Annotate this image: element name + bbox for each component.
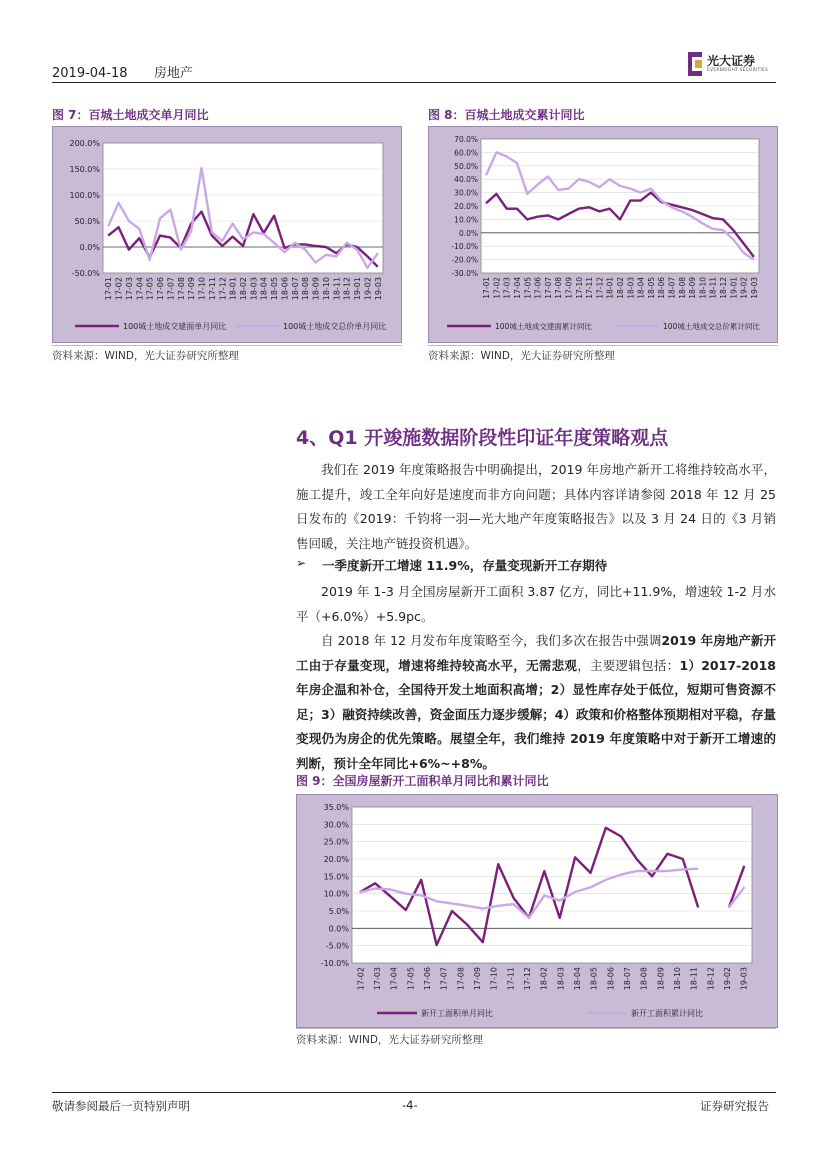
fig9-ytick-label: 0.0% xyxy=(328,924,349,934)
fig8-ytick-label: -30.0% xyxy=(451,269,478,278)
fig8-xtick-label: 19-03 xyxy=(749,277,759,299)
fig8-xtick-label: 17-03 xyxy=(502,277,512,299)
fig9-xtick-label: 17-02 xyxy=(356,967,366,991)
fig7-xtick-label: 18-10 xyxy=(321,277,331,301)
fig7-xtick-label: 17-09 xyxy=(187,277,197,301)
fig7-chart xyxy=(53,127,401,342)
fig7-ytick-label: 100.0% xyxy=(69,191,100,200)
fig7-xtick-label: 18-05 xyxy=(270,277,280,301)
fig8-title: 图 8：百城土地成交累计同比 xyxy=(428,108,585,122)
section-paragraph-2: 2019 年 1-3 月全国房屋新开工面积 3.87 亿方，同比+11.9%，增速较 1-2 月水平（+6.0%）+5.9pc。 xyxy=(296,584,776,624)
fig8-xtick-label: 17-08 xyxy=(554,277,564,299)
fig7-xtick-label: 18-06 xyxy=(280,277,290,301)
fig8-xtick-label: 18-01 xyxy=(605,277,615,299)
para3-text-c: ，主要逻辑包括： xyxy=(577,657,680,673)
fig8-ytick-label: 70.0% xyxy=(454,135,478,144)
fig7-ytick-label: 200.0% xyxy=(69,139,100,148)
fig7-xtick-label: 17-07 xyxy=(166,277,176,301)
para3-bold-d: 1）2017-2018 年房企温和补仓，全国待开发土地面积高增；2）显性库存处于低位，短期可售资源不足；3）融资持续改善，资金面压力逐步缓解；4）政策和价格整体预期相对平稳，存量变现仍为房企的优先策略。展望全年，我们维持 2019 年度策略中对于新开工增速的判断，预计全年同比+6%~+8%。 xyxy=(296,657,776,771)
fig8-xtick-label: 17-12 xyxy=(595,277,605,299)
header-date-sector xyxy=(52,62,193,81)
fig8-xtick-label: 18-12 xyxy=(718,277,728,299)
fig7-xtick-label: 17-06 xyxy=(156,277,166,301)
fig9-ytick-label: 35.0% xyxy=(323,803,349,812)
header-date: 2019-04-18 xyxy=(52,66,128,81)
fig7-xtick-label: 18-07 xyxy=(290,277,300,301)
fig8-xtick-label: 19-02 xyxy=(739,277,749,299)
fig9-xtick-label: 17-09 xyxy=(473,967,482,991)
fig8-xtick-label: 17-01 xyxy=(482,277,492,299)
fig8-source: 资料来源：WIND，光大证券研究所整理 xyxy=(428,350,615,362)
fig8-chart-frame xyxy=(428,126,778,343)
fig8-ytick-label: 60.0% xyxy=(454,148,478,158)
fig8-ytick-label: 50.0% xyxy=(454,161,478,171)
fig9-xtick-label: 18-04 xyxy=(573,967,582,991)
fig8-xtick-label: 17-06 xyxy=(533,277,543,299)
fig9-xtick-label: 17-12 xyxy=(523,967,532,991)
fig9-xtick-label: 17-10 xyxy=(489,967,499,991)
fig7-ytick-label: -50.0% xyxy=(71,269,100,278)
fig8-xtick-label: 18-10 xyxy=(698,277,708,299)
fig7-chart-frame xyxy=(52,126,402,343)
section-paragraph-1: 我们在 2019 年度策略报告中明确提出，2019 年房地产新开工将维持较高水平，施工提升，竣工全年向好是速度而非方向问题；具体内容详请参阅 2018 年 12 月 25 日发布的《2019：千钧将一羽—光大地产年度策略报告》以及 3 月 24 日的《3 月销售回暖，关注地产链投资机遇》。 xyxy=(296,462,776,551)
fig9-xtick-label: 18-08 xyxy=(639,967,649,991)
para3-bold-b: 2019 年房地产新开工由于存量变现，增速将维持较高水平，无需悲观 xyxy=(296,633,776,673)
fig7-xtick-label: 18-02 xyxy=(239,277,248,301)
fig7-ytick-label: 0.0% xyxy=(79,243,100,252)
fig9-legend-label: 新开工面积单月同比 xyxy=(421,1009,493,1018)
fig9-chart-frame xyxy=(296,794,778,1028)
fig8-chart xyxy=(429,127,777,342)
fig9-legend-label: 新开工面积累计同比 xyxy=(631,1009,703,1018)
fig7-xtick-label: 17-01 xyxy=(104,277,114,301)
fig9-ytick-label: 5.0% xyxy=(328,907,349,916)
fig7-source: 资料来源：WIND，光大证券研究所整理 xyxy=(52,350,239,362)
section-paragraph-3 xyxy=(296,629,776,776)
footer-page-number: -4- xyxy=(402,1098,418,1112)
fig8-xtick-label: 18-07 xyxy=(667,277,677,299)
fig9-xtick-label: 18-09 xyxy=(656,967,666,991)
fig9-xtick-label: 19-03 xyxy=(739,967,749,991)
fig9-xtick-label: 18-03 xyxy=(556,967,566,991)
fig9-xtick-label: 17-06 xyxy=(423,967,432,991)
fig9-title: 图 9：全国房屋新开工面积单月同比和累计同比 xyxy=(296,774,549,788)
logo-cn-text: 光大证券 xyxy=(707,54,756,68)
fig8-xtick-label: 17-10 xyxy=(574,277,584,299)
fig9-xtick-label: 18-02 xyxy=(539,967,549,991)
fig9-chart xyxy=(297,795,777,1027)
fig8-xtick-label: 17-11 xyxy=(585,277,595,299)
logo-mark-icon xyxy=(688,52,702,76)
fig9-ytick-label: -5.0% xyxy=(325,941,349,951)
fig7-xtick-label: 17-08 xyxy=(176,277,186,301)
fig8-xtick-label: 18-03 xyxy=(626,277,636,299)
fig9-ytick-label: 25.0% xyxy=(323,837,349,847)
fig7-xtick-label: 18-09 xyxy=(311,277,321,301)
fig8-ytick-label: 10.0% xyxy=(454,215,478,225)
fig9-xtick-label: 18-11 xyxy=(689,967,699,991)
fig9-ytick-label: 15.0% xyxy=(323,872,349,882)
fig8-xtick-label: 17-02 xyxy=(492,277,502,299)
header-divider xyxy=(52,82,776,83)
fig8-xtick-label: 18-08 xyxy=(677,277,687,299)
fig7-xtick-label: 17-04 xyxy=(135,277,145,301)
fig9-xtick-label: 17-05 xyxy=(406,967,416,991)
fig8-xtick-label: 18-06 xyxy=(657,277,667,299)
fig8-ytick-label: 40.0% xyxy=(454,175,478,185)
header-sector: 房地产 xyxy=(153,66,193,81)
fig8-ytick-label: -20.0% xyxy=(451,255,478,265)
fig9-xtick-label: 18-10 xyxy=(673,967,682,991)
fig7-xtick-label: 17-12 xyxy=(218,277,228,301)
fig8-xtick-label: 17-07 xyxy=(543,277,553,299)
fig7-xtick-label: 17-10 xyxy=(197,277,207,301)
fig8-xtick-label: 19-01 xyxy=(729,277,739,299)
fig9-ytick-label: 30.0% xyxy=(323,820,349,830)
fig8-legend-label: 100城土地成交总价累计同比 xyxy=(663,322,760,331)
fig9-xtick-label: 17-04 xyxy=(389,967,399,991)
footer-divider xyxy=(52,1092,776,1093)
fig8-xtick-label: 18-09 xyxy=(688,277,698,299)
fig8-ytick-label: 0.0% xyxy=(458,228,478,238)
para3-text-a: 自 2018 年 12 月发布年度策略至今，我们多次在报告中强调 xyxy=(321,633,662,648)
company-logo xyxy=(688,52,780,78)
fig7-xtick-label: 17-05 xyxy=(145,277,155,301)
fig9-xtick-label: 18-05 xyxy=(589,967,599,991)
fig7-xtick-label: 18-12 xyxy=(342,277,352,301)
fig9-ytick-label: 20.0% xyxy=(323,855,349,864)
fig7-xtick-label: 19-01 xyxy=(353,277,363,301)
fig9-ytick-label: -10.0% xyxy=(320,959,349,968)
fig7-ytick-label: 150.0% xyxy=(69,165,100,174)
fig7-xtick-label: 19-03 xyxy=(373,277,383,301)
section-title: 4、Q1 开竣施数据阶段性印证年度策略观点 xyxy=(296,427,669,449)
fig9-xtick-label: 18-12 xyxy=(706,967,716,991)
fig8-ytick-label: -10.0% xyxy=(451,242,478,252)
logo-en-text: EVERBRIGHT SECURITIES xyxy=(707,68,769,73)
fig9-xtick-label: 17-11 xyxy=(506,967,516,991)
fig8-ytick-label: 20.0% xyxy=(454,202,478,211)
fig9-xtick-label: 17-03 xyxy=(373,967,382,991)
fig8-legend-label: 100城土地成交建面累计同比 xyxy=(495,322,592,331)
fig7-xtick-label: 18-01 xyxy=(228,277,238,301)
fig9-source: 资料来源：WIND，光大证券研究所整理 xyxy=(296,1034,483,1046)
fig7-xtick-label: 17-11 xyxy=(207,277,217,301)
fig7-xtick-label: 17-02 xyxy=(114,277,124,301)
fig8-xtick-label: 17-04 xyxy=(513,277,523,299)
fig8-xtick-label: 18-04 xyxy=(636,277,646,299)
footer-disclaimer: 敬请参阅最后一页特别声明 xyxy=(52,1099,190,1113)
fig8-ytick-label: 30.0% xyxy=(454,188,478,198)
footer-report-type: 证券研究报告 xyxy=(700,1099,769,1113)
fig7-xtick-label: 18-03 xyxy=(249,277,259,301)
fig9-xtick-label: 18-06 xyxy=(606,967,616,991)
fig7-legend-label: 100城土地成交总价单月同比 xyxy=(283,322,387,331)
fig9-xtick-label: 17-07 xyxy=(439,967,449,991)
fig9-xtick-label: 19-02 xyxy=(723,967,732,991)
fig8-divider xyxy=(428,345,778,346)
section-bullet: 一季度新开工增速 11.9%，存量变现新开工存期待 xyxy=(322,558,608,573)
fig8-xtick-label: 17-09 xyxy=(564,277,574,299)
fig7-plot-area xyxy=(103,143,383,273)
fig7-legend-label: 100城土地成交建面单月同比 xyxy=(123,322,227,331)
fig9-divider xyxy=(296,1028,776,1029)
fig8-xtick-label: 18-05 xyxy=(646,277,656,299)
fig7-divider xyxy=(52,345,402,346)
fig7-xtick-label: 17-03 xyxy=(124,277,134,301)
fig8-xtick-label: 17-05 xyxy=(523,277,533,299)
fig9-ytick-label: 10.0% xyxy=(323,889,349,899)
fig7-xtick-label: 19-02 xyxy=(363,277,373,301)
fig8-xtick-label: 18-11 xyxy=(708,277,718,299)
bullet-arrow-icon: ➢ xyxy=(296,556,307,570)
fig8-xtick-label: 18-02 xyxy=(616,277,625,299)
fig9-xtick-label: 18-07 xyxy=(623,967,632,991)
fig9-xtick-label: 17-08 xyxy=(456,967,466,991)
fig7-title: 图 7：百城土地成交单月同比 xyxy=(52,108,209,122)
fig7-xtick-label: 18-11 xyxy=(332,277,342,301)
fig7-xtick-label: 18-04 xyxy=(259,277,269,301)
fig7-xtick-label: 18-08 xyxy=(301,277,311,301)
fig7-ytick-label: 50.0% xyxy=(74,217,100,226)
